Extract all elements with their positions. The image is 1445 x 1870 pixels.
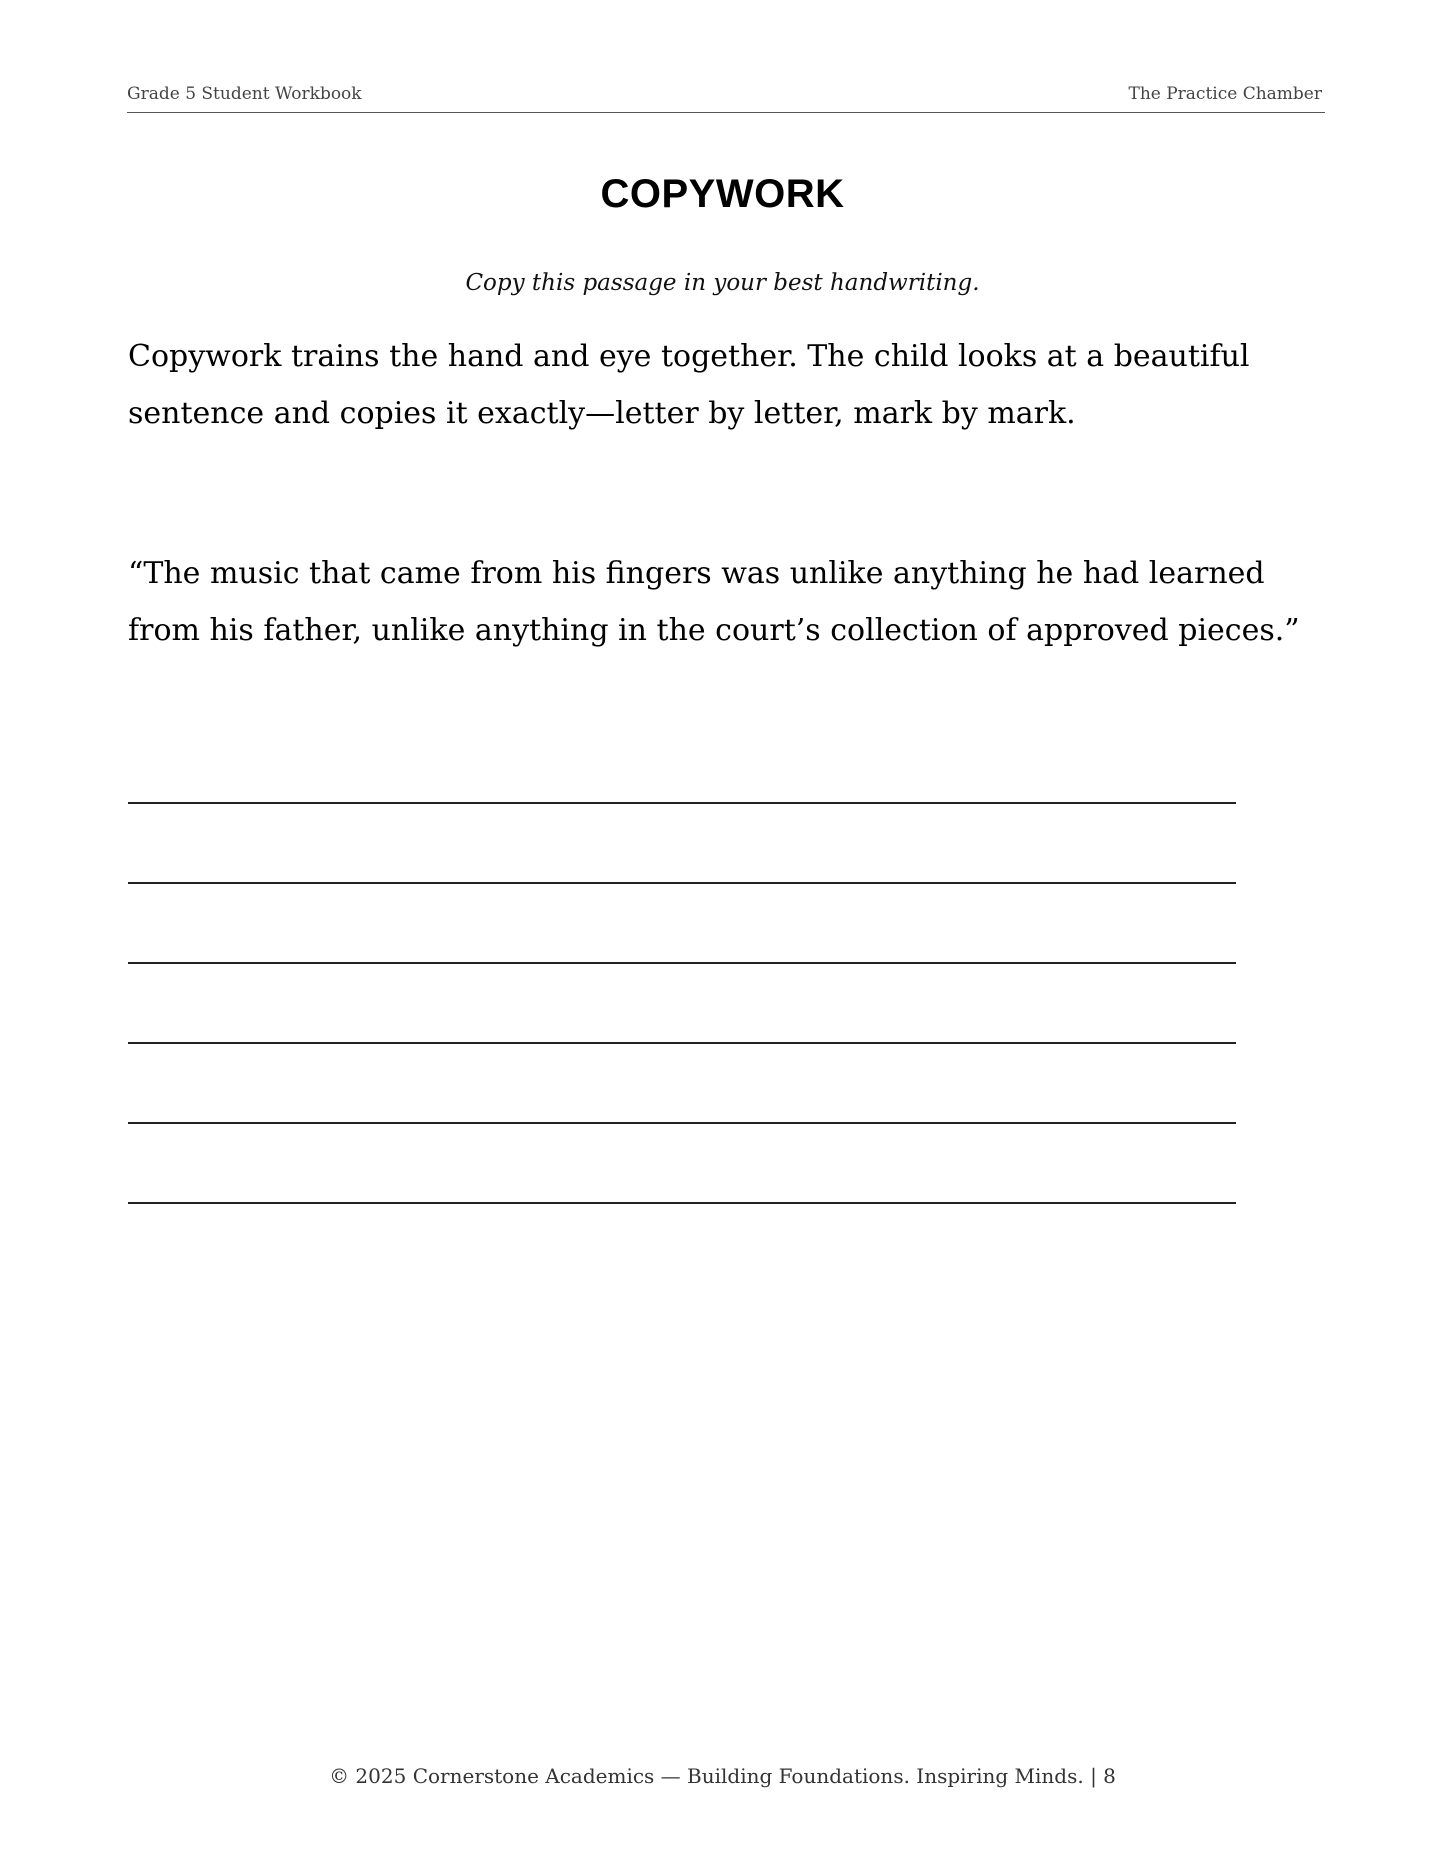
writing-line[interactable] [128, 802, 1236, 804]
writing-line[interactable] [128, 882, 1236, 884]
page-title: COPYWORK [600, 172, 845, 216]
writing-line[interactable] [128, 1042, 1236, 1044]
writing-line[interactable] [128, 1202, 1236, 1204]
page-footer: © 2025 Cornerstone Academics — Building Foundations. Inspiring Minds. | 8 [329, 1764, 1116, 1788]
header-workbook-label: Grade 5 Student Workbook [127, 84, 362, 104]
writing-line[interactable] [128, 1122, 1236, 1124]
instruction-text: Copy this passage in your best handwriting. [465, 270, 980, 296]
intro-paragraph: Copywork trains the hand and eye together. The child looks at a beautiful sentence and copies it exactly—letter by letter, mark by mark. [128, 339, 1250, 431]
header-chapter-label: The Practice Chamber [1128, 84, 1322, 104]
writing-line[interactable] [128, 962, 1236, 964]
handwriting-area [128, 0, 1236, 1870]
quote-passage: “The music that came from his fingers was unlike anything he had learned from his father, unlike anything in the court’s collection of approved pieces.” [128, 556, 1300, 648]
